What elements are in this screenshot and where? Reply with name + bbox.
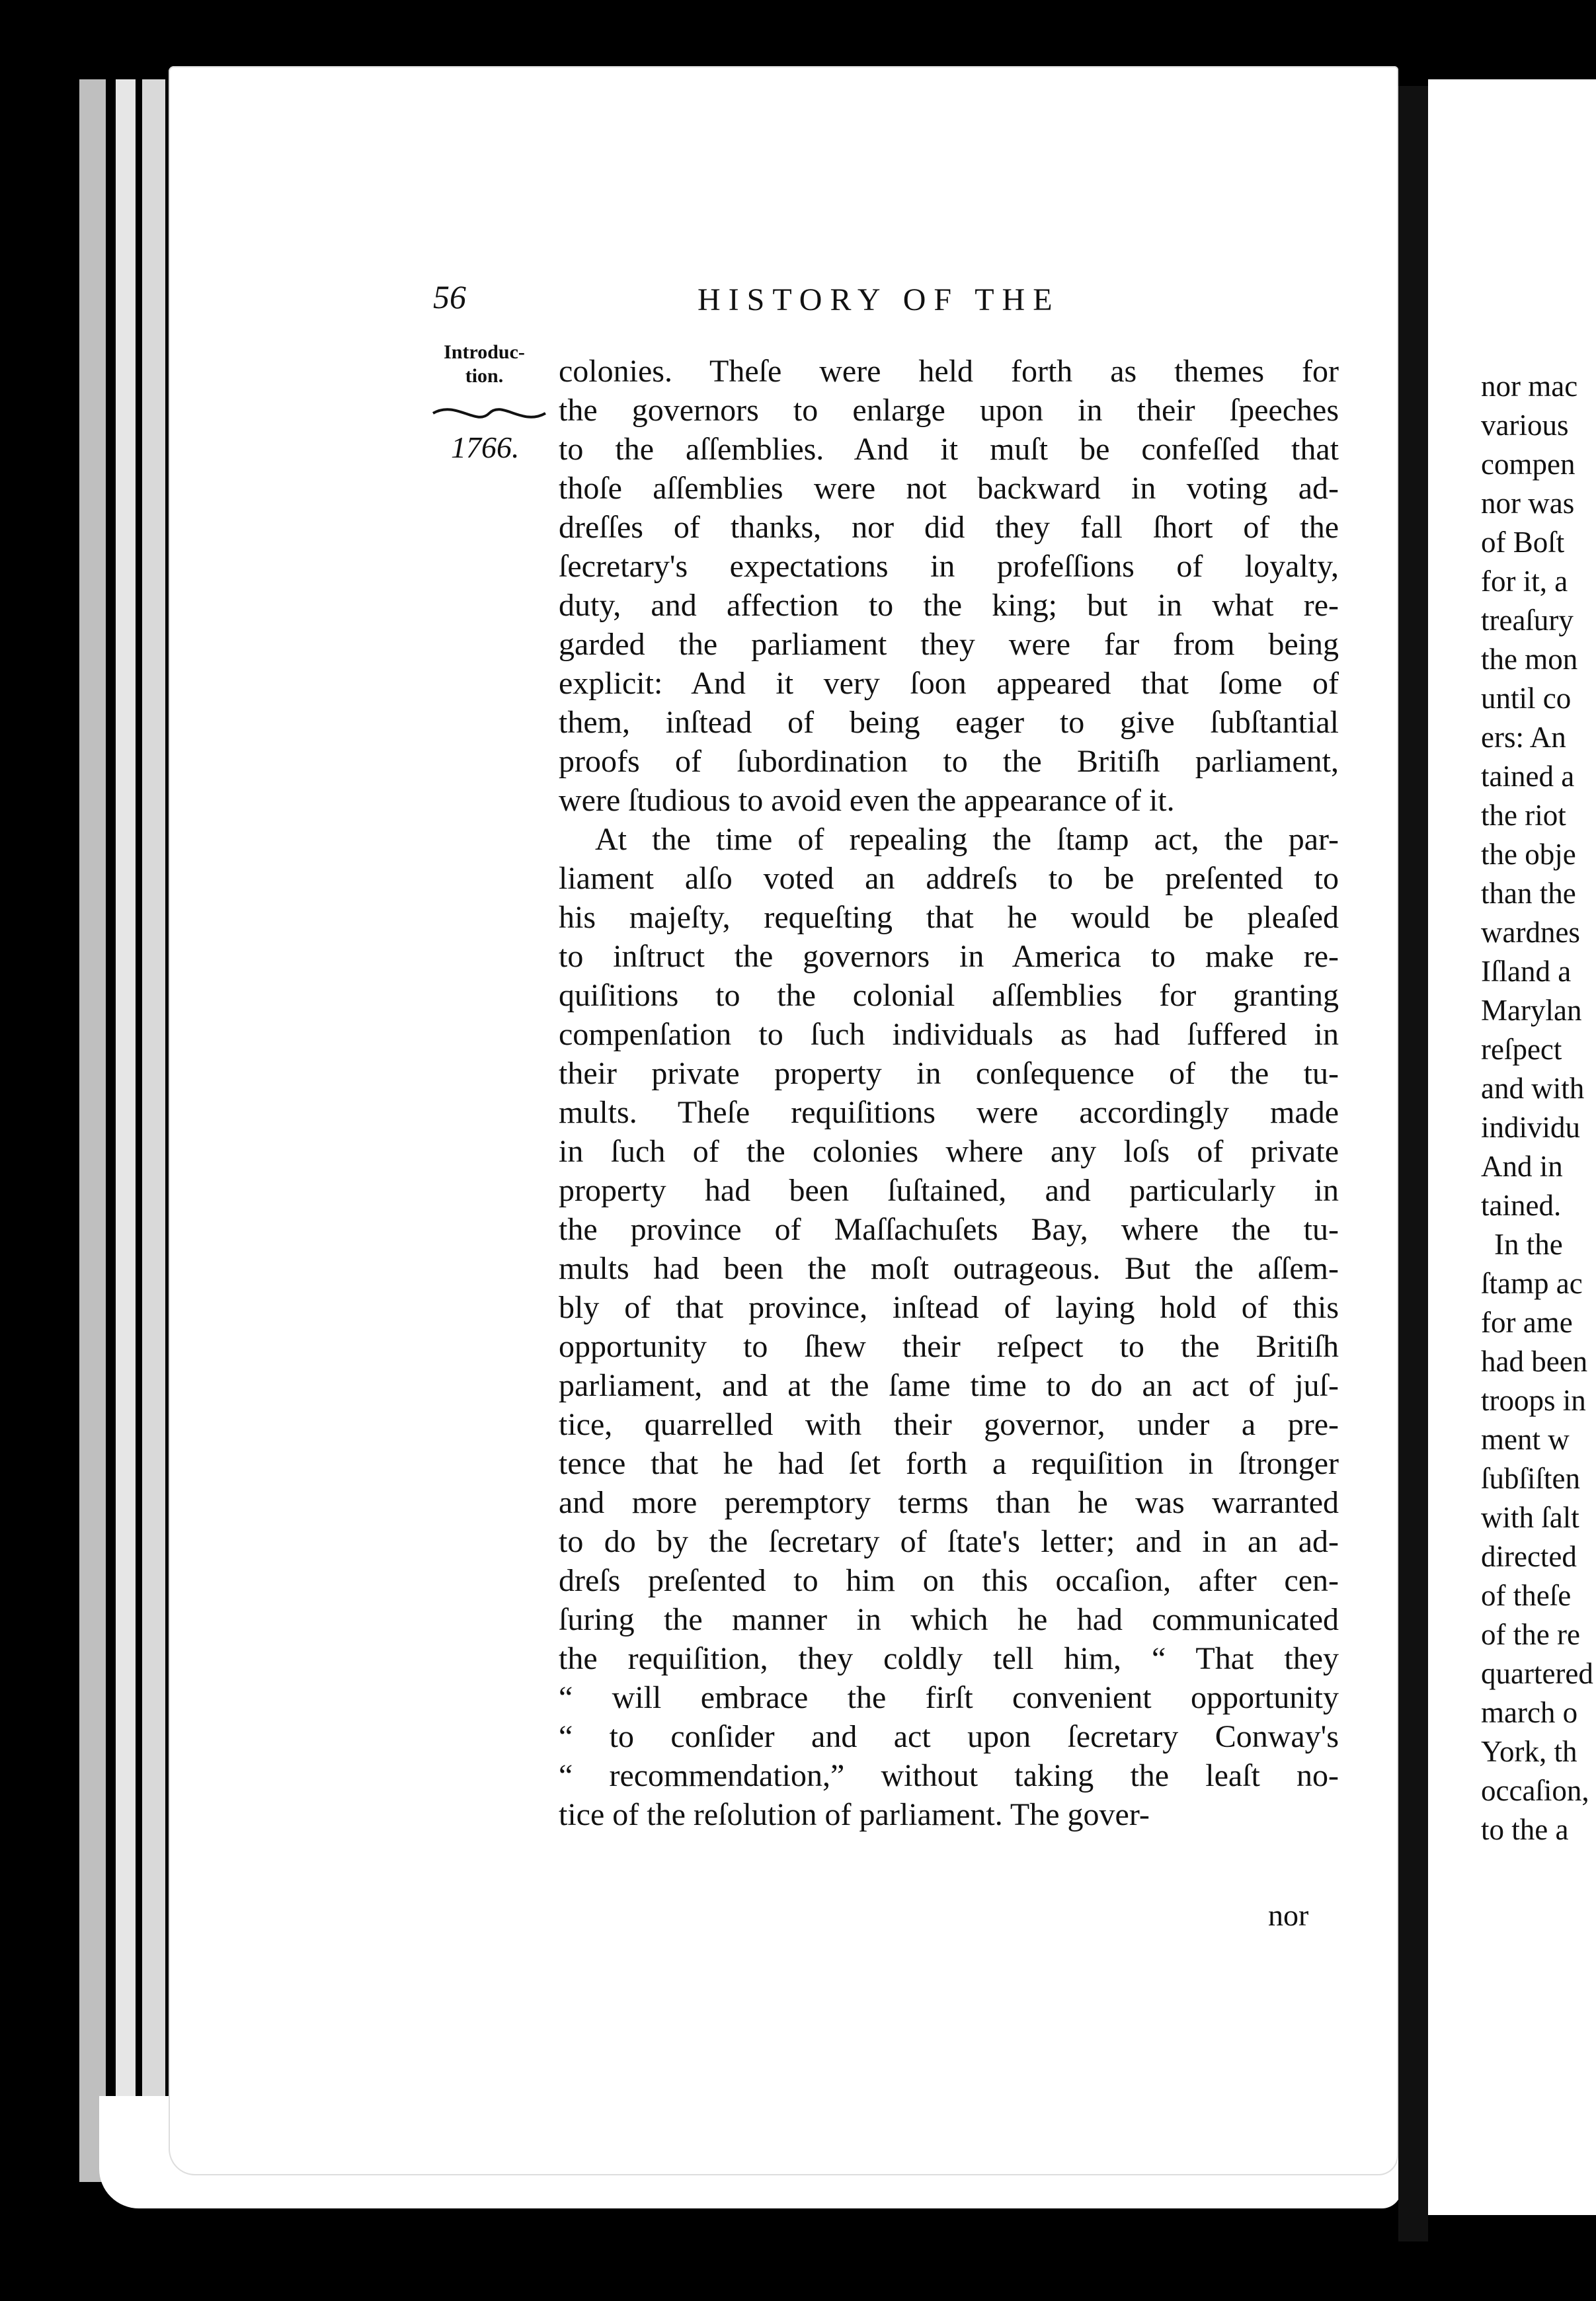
right-page-line: tained a (1481, 760, 1575, 793)
right-page-line: march o (1481, 1696, 1578, 1729)
right-page-line: ers: An (1481, 721, 1566, 754)
right-page-line: until co (1481, 682, 1572, 715)
margin-note-line: Introduc- (444, 341, 525, 363)
right-page-line: ſtamp ac (1481, 1267, 1583, 1300)
running-head (433, 278, 1339, 324)
margin-year: 1766. (451, 430, 520, 464)
right-page-line: nor was (1481, 487, 1575, 520)
text-line: mults had been the moſt outrageous. But the aſſem- (559, 1251, 1339, 1286)
text-line: proofs of ſubordination to the Britiſh parliament, (559, 744, 1339, 779)
right-page-line: nor mac (1481, 370, 1578, 403)
text-line: their private property in conſequence of the tu- (559, 1056, 1339, 1091)
text-line: property had been ſuſtained, and particularly in (559, 1173, 1339, 1208)
right-page-line: Iſland a (1481, 955, 1572, 988)
margin-note-line: tion. (465, 365, 504, 387)
text-line: tice, quarrelled with their governor, under a pre- (559, 1407, 1339, 1442)
text-line: tice of the reſolution of parliament. The gover- (559, 1797, 1150, 1832)
text-line: opportunity to ſhew their reſpect to the Britiſh (559, 1329, 1339, 1364)
right-page-line: individu (1481, 1111, 1581, 1144)
right-page-sliver (1428, 79, 1596, 2215)
text-line: and more peremptory terms than he was warranted (559, 1485, 1339, 1520)
body-text (559, 352, 1339, 1834)
text-line: tence that he had ſet forth a requiſition in ſtronger (559, 1446, 1339, 1481)
right-page-line: had been (1481, 1345, 1588, 1378)
right-page-line: with ſalt (1481, 1501, 1579, 1534)
right-page-line: than the (1481, 877, 1576, 910)
text-line: them, inſtead of being eager to give ſubſtantial (559, 705, 1339, 740)
page-number: 56 (433, 278, 466, 315)
page-edge-strip (116, 79, 136, 2182)
text-line: to the aſſemblies. And it muſt be confeſſed that (559, 432, 1339, 467)
right-page-line: quartered (1481, 1657, 1593, 1690)
text-line: At the time of repealing the ſtamp act, the par- (595, 822, 1339, 857)
right-page-line: to the a (1481, 1813, 1569, 1846)
text-line: the governors to enlarge upon in their ſpeeches (559, 393, 1339, 428)
text-line: dreſs preſented to him on this occaſion, after cen- (559, 1563, 1339, 1598)
right-page-line: and with (1481, 1072, 1585, 1105)
right-page-line: tained. (1481, 1189, 1562, 1222)
right-page-line: compen (1481, 448, 1576, 481)
text-line: his majeſty, requeſting that he would be pleaſed (559, 900, 1339, 935)
page-edge-strip (142, 79, 165, 2182)
text-line: to inſtruct the governors in America to make re- (559, 939, 1339, 974)
text-line: the province of Maſſachuſets Bay, where the tu- (559, 1212, 1339, 1247)
text-line: “ recommendation,” without taking the leaſt no- (559, 1758, 1339, 1793)
running-title: HISTORY OF THE (698, 282, 1060, 317)
right-page-line: In the (1494, 1228, 1563, 1261)
right-page-line: ſubſiſten (1481, 1462, 1580, 1495)
right-page-line: for ame (1481, 1306, 1573, 1339)
text-line: mults. Theſe requiſitions were accordingly made (559, 1095, 1339, 1130)
text-line: dreſſes of thanks, nor did they fall ſhort of the (559, 510, 1339, 545)
text-line: to do by the ſecretary of ſtate's letter; and in an ad- (559, 1524, 1339, 1559)
right-page-line: Marylan (1481, 994, 1582, 1027)
text-line: compenſation to ſuch individuals as had ſuffered in (559, 1017, 1339, 1052)
right-page-line: York, th (1481, 1735, 1577, 1768)
text-line: quiſitions to the colonial aſſemblies for granting (559, 978, 1339, 1013)
right-page-line: ment w (1481, 1423, 1570, 1456)
text-line: “ to conſider and act upon ſecretary Conway's (559, 1719, 1339, 1754)
text-line: duty, and affection to the king; but in what re- (559, 588, 1339, 623)
text-line: the requiſition, they coldly tell him, “ That they (559, 1641, 1339, 1676)
right-page-line: of the re (1481, 1618, 1580, 1651)
text-line: bly of that province, inſtead of laying hold of this (559, 1290, 1339, 1325)
text-line: were ſtudious to avoid even the appearance of it. (559, 783, 1175, 818)
right-page-line: the obje (1481, 838, 1576, 871)
right-page-line: directed (1481, 1540, 1577, 1573)
right-page-line: of theſe (1481, 1579, 1572, 1612)
text-line: ſecretary's expectations in profeſſions of loyalty, (559, 549, 1339, 584)
catchword: nor (1268, 1898, 1309, 1932)
right-page-line: occaſion, (1481, 1774, 1589, 1807)
text-line: garded the parliament they were far from being (559, 627, 1339, 662)
right-page-line: And in (1481, 1150, 1563, 1183)
text-line: in ſuch of the colonies where any loſs of private (559, 1134, 1339, 1169)
text-line: explicit: And it very ſoon appeared that ſome of (559, 666, 1339, 701)
right-page-line: for it, a (1481, 565, 1568, 598)
book-gutter (1398, 86, 1428, 2241)
text-line: “ will embrace the firſt convenient opportunity (559, 1680, 1339, 1715)
text-line: colonies. Theſe were held forth as themes for (559, 354, 1339, 389)
flourish-ornament (430, 397, 549, 430)
right-page-line: treaſury (1481, 604, 1574, 637)
text-line: ſuring the manner in which he had communicated (559, 1602, 1339, 1637)
right-page-line: of Boſt (1481, 526, 1565, 559)
text-line: thoſe aſſemblies were not backward in voting ad- (559, 471, 1339, 506)
page-edge-strip (79, 79, 106, 2182)
right-page-line: the mon (1481, 643, 1578, 676)
right-page-line: reſpect (1481, 1033, 1562, 1066)
right-page-line: various (1481, 409, 1569, 442)
right-page-line: troops in (1481, 1384, 1586, 1417)
right-page-line: the riot (1481, 799, 1566, 832)
margin-note (423, 341, 545, 388)
text-line: parliament, and at the ſame time to do an act of juſ- (559, 1368, 1339, 1403)
right-page-line: wardnes (1481, 916, 1580, 949)
text-line: liament alſo voted an addreſs to be preſented to (559, 861, 1339, 896)
